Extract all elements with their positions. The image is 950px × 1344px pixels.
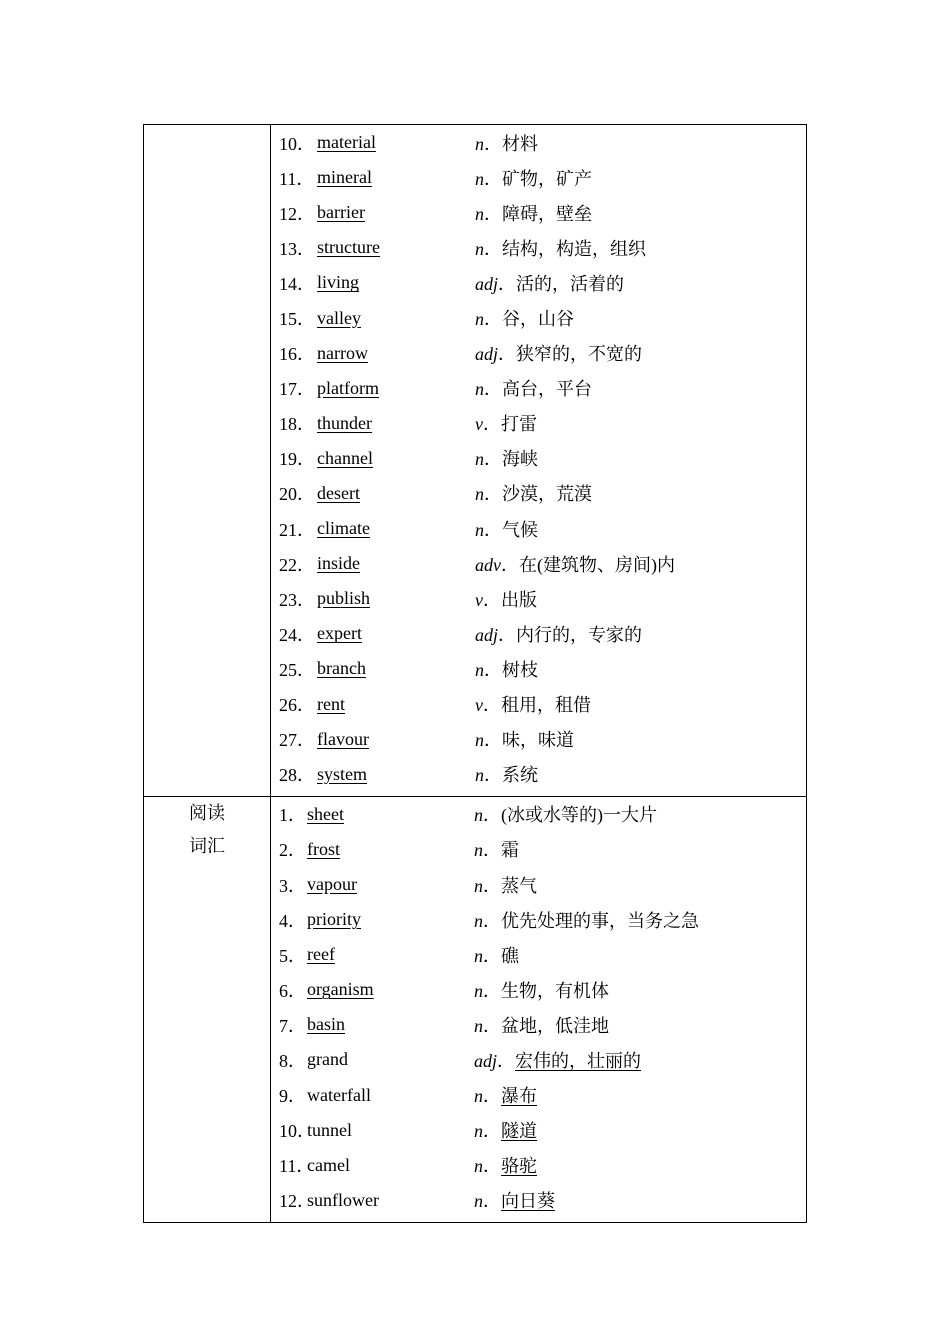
vocab-entry [271,937,806,972]
entry-word-cell [307,944,474,965]
entry-number: 23． [279,589,315,610]
entry-meaning: 骆驼 [501,1156,537,1177]
entry-definition [474,977,609,1003]
entry-number: 9． [279,1086,306,1107]
entry-word-cell [317,308,475,329]
part-of-speech: n [475,519,484,540]
entry-word-cell [307,1049,474,1070]
entry-meaning: 盆地，低洼地 [501,1015,609,1036]
part-of-speech: n [475,309,484,330]
pos-separator: ． [484,203,502,224]
part-of-speech: adj [475,624,499,645]
entry-definition [475,726,574,752]
entry-meaning: 谷，山谷 [502,309,574,330]
vocab-entry [271,1007,806,1042]
entry-number: 4． [279,910,306,931]
entry-word: tunnel [307,1119,352,1140]
entry-word-cell [307,1014,474,1035]
pos-separator: ． [483,1191,501,1212]
pos-separator: ． [484,309,502,330]
entry-meaning: 树枝 [502,659,538,680]
entry-word: mineral [317,167,372,188]
entry-definition [474,1047,641,1073]
part-of-speech: n [474,1015,483,1036]
entry-word: inside [317,553,360,574]
entry-definition [474,1082,537,1108]
entry-number: 18． [279,414,315,435]
vocabulary-table [143,124,807,1223]
entry-number: 12． [279,203,315,224]
entry-definition [475,551,675,577]
entry-meaning: 租用，租借 [501,695,591,716]
word-list [271,797,806,1222]
vocab-entry [271,722,806,757]
pos-separator: ． [483,805,501,826]
entry-word-cell [317,553,475,574]
entry-word: platform [317,377,379,398]
part-of-speech: v [475,589,483,610]
entry-word-cell [317,729,475,750]
part-of-speech: n [474,980,483,1001]
entry-word: thunder [317,412,372,433]
entry-meaning: 系统 [502,765,538,786]
entry-number: 21． [279,519,315,540]
entry-number: 8． [279,1050,306,1071]
entry-word: living [317,272,360,293]
entry-definition [475,375,592,401]
vocab-entry [271,265,806,300]
part-of-speech: n [474,1191,483,1212]
entry-word: frost [307,838,340,859]
entry-definition [474,907,699,933]
part-of-speech: adv [475,554,501,575]
part-of-speech: n [475,484,484,505]
vocab-entry [271,1113,806,1148]
vocab-entry [271,546,806,581]
category-cell [144,796,271,1222]
entry-number: 12． [279,1191,315,1212]
pos-separator: ． [484,730,502,751]
pos-separator: ． [483,840,501,861]
entry-definition [474,1152,537,1178]
pos-separator: ． [501,554,519,575]
vocab-entry [271,797,806,832]
entry-meaning: 结构，构造，组织 [502,238,646,259]
entry-meaning: 蒸气 [501,875,537,896]
entry-definition [475,235,646,261]
category-label: 阅读 [189,802,225,823]
entry-definition [475,480,592,506]
entry-definition [475,586,537,612]
pos-separator: ． [483,945,501,966]
entry-word: climate [317,518,370,539]
entry-word: structure [317,237,380,258]
entry-number: 17． [279,379,315,400]
entry-word: valley [317,307,361,328]
entry-number: 1． [279,805,306,826]
entry-meaning: 矿物，矿产 [502,168,592,189]
part-of-speech: n [474,875,483,896]
entry-word: camel [307,1154,350,1175]
entry-number: 6． [279,980,306,1001]
vocab-entry [271,160,806,195]
entry-number: 5． [279,945,306,966]
vocab-entry [271,336,806,371]
entry-number: 26． [279,695,315,716]
entry-number: 20． [279,484,315,505]
entry-word-cell [317,658,475,679]
entry-word: desert [317,482,360,503]
part-of-speech: n [474,840,483,861]
entry-meaning: 内行的，专家的 [516,624,643,645]
vocab-entry [271,902,806,937]
part-of-speech: adj [475,273,499,294]
entry-word: system [317,763,368,784]
entry-word: vapour [307,874,357,895]
entry-word-cell [307,979,474,1000]
entry-number: 25． [279,659,315,680]
entry-definition [475,410,537,436]
part-of-speech: n [474,805,483,826]
vocab-entry [271,972,806,1007]
entry-meaning: 活的，活着的 [516,273,625,294]
part-of-speech: adj [475,344,499,365]
pos-separator: ． [483,1156,501,1177]
entry-definition [474,942,519,968]
vocab-entry [271,195,806,230]
entry-word-cell [317,167,475,188]
part-of-speech: n [474,910,483,931]
entry-definition [475,305,574,331]
pos-separator: ． [483,1015,501,1036]
vocab-entry [271,616,806,651]
table-row [144,125,807,797]
pos-separator: ． [483,589,501,610]
vocab-entry [271,1183,806,1218]
vocab-entry [271,581,806,616]
vocab-entry [271,125,806,160]
entry-definition [474,836,519,862]
entry-meaning: 礁 [501,945,519,966]
vocab-entry [271,651,806,686]
entry-word-cell [307,1120,474,1141]
entry-meaning: 气候 [502,519,538,540]
vocab-entry [271,406,806,441]
part-of-speech: n [475,203,484,224]
entry-definition [475,165,592,191]
entry-meaning: 味，味道 [502,730,574,751]
entry-meaning: 隧道 [501,1121,537,1142]
entry-number: 7． [279,1015,306,1036]
category-label: 词汇 [189,835,225,856]
entry-definition [475,516,538,542]
entry-meaning: 向日葵 [501,1191,555,1212]
entry-word-cell [317,623,475,644]
entry-word: publish [317,588,371,609]
vocab-entry [271,687,806,722]
vocab-entry [271,1078,806,1113]
entry-meaning: 瀑布 [501,1086,537,1107]
entry-number: 15． [279,309,315,330]
entry-number: 11． [279,1156,315,1177]
part-of-speech: n [474,1086,483,1107]
entry-definition [475,621,642,647]
entry-word-cell [317,202,475,223]
pos-separator: ． [498,344,517,365]
entry-word: sheet [307,803,344,824]
vocab-entry [271,476,806,511]
entry-word: sunflower [307,1189,379,1210]
part-of-speech: v [475,414,483,435]
entry-meaning: 霜 [501,840,519,861]
entry-definition [475,691,591,717]
entry-number: 22． [279,554,315,575]
entry-number: 28． [279,765,315,786]
pos-separator: ． [483,980,501,1001]
entry-word-cell [317,413,475,434]
part-of-speech: n [474,1121,483,1142]
vocab-entry [271,832,806,867]
entry-word: waterfall [307,1084,371,1105]
entry-word-cell [307,804,474,825]
entry-meaning: 沙漠，荒漠 [502,484,592,505]
entry-meaning: 海峡 [502,449,538,470]
entry-number: 19． [279,449,315,470]
entry-meaning: 狭窄的，不宽的 [516,344,643,365]
pos-separator: ． [483,695,501,716]
entry-definition [474,1187,555,1213]
entry-word: narrow [317,342,368,363]
part-of-speech: n [474,1156,483,1177]
vocab-entry [271,371,806,406]
entry-number: 27． [279,730,315,751]
part-of-speech: v [475,695,483,716]
entry-word-cell [317,272,475,293]
pos-separator: ． [484,379,502,400]
part-of-speech: n [475,379,484,400]
part-of-speech: n [475,659,484,680]
pos-separator: ． [497,1050,516,1071]
part-of-speech: n [474,945,483,966]
entry-definition [475,445,538,471]
entry-number: 14． [279,273,315,294]
pos-separator: ． [484,449,502,470]
entry-number: 16． [279,344,315,365]
items-cell [271,796,807,1222]
entry-word: grand [307,1049,348,1070]
entry-definition [475,270,624,296]
items-cell [271,125,807,797]
pos-separator: ． [484,238,502,259]
entry-word: expert [317,623,362,644]
vocab-entry [271,511,806,546]
entry-word-cell [317,764,475,785]
entry-word-cell [317,694,475,715]
pos-separator: ． [498,624,517,645]
category-cell [144,125,271,797]
entry-meaning: 宏伟的，壮丽的 [515,1050,642,1071]
pos-separator: ． [484,765,502,786]
entry-word-cell [307,1155,474,1176]
entry-definition [475,761,538,787]
entry-word-cell [307,839,474,860]
entry-number: 3． [279,875,306,896]
entry-definition [474,872,537,898]
entry-word-cell [317,588,475,609]
entry-definition [475,656,538,682]
entry-number: 2． [279,840,306,861]
entry-meaning: (冰或水等的)一大片 [501,805,657,826]
entry-word: rent [317,693,345,714]
part-of-speech: n [475,133,484,154]
vocab-entry [271,230,806,265]
part-of-speech: n [475,168,484,189]
entry-word: reef [307,944,335,965]
entry-number: 11． [279,168,315,189]
entry-word: organism [307,979,374,1000]
pos-separator: ． [483,1086,501,1107]
part-of-speech: n [475,449,484,470]
pos-separator: ． [484,659,502,680]
pos-separator: ． [498,273,517,294]
entry-meaning: 优先处理的事，当务之急 [501,910,699,931]
entry-definition [475,130,538,156]
entry-word-cell [317,378,475,399]
entry-word-cell [317,448,475,469]
entry-meaning: 高台，平台 [502,379,592,400]
entry-word-cell [317,343,475,364]
vocab-entry [271,1148,806,1183]
pos-separator: ． [483,414,501,435]
pos-separator: ． [483,875,501,896]
entry-definition [474,1012,609,1038]
entry-word-cell [317,132,475,153]
table-row [144,796,807,1222]
vocab-entry [271,867,806,902]
entry-definition [475,340,642,366]
entry-meaning: 生物，有机体 [501,980,609,1001]
vocab-entry [271,757,806,792]
entry-word: flavour [317,728,369,749]
entry-word: branch [317,658,366,679]
entry-meaning: 打雷 [501,414,537,435]
entry-definition [474,1117,537,1143]
vocab-entry [271,300,806,335]
pos-separator: ． [484,484,502,505]
entry-meaning: 障碍，壁垒 [502,203,592,224]
entry-meaning: 出版 [501,589,537,610]
entry-word-cell [317,483,475,504]
pos-separator: ． [483,910,501,931]
entry-word-cell [307,909,474,930]
entry-word-cell [307,1190,474,1211]
entry-word-cell [317,237,475,258]
entry-word-cell [307,874,474,895]
pos-separator: ． [484,133,502,154]
pos-separator: ． [483,1121,501,1142]
entry-word: barrier [317,202,365,223]
entry-meaning: 材料 [502,133,538,154]
entry-word: material [317,132,376,153]
part-of-speech: n [475,730,484,751]
part-of-speech: adj [474,1050,498,1071]
pos-separator: ． [484,168,502,189]
entry-word: priority [307,909,361,930]
word-list [271,125,806,796]
entry-number: 24． [279,624,315,645]
entry-word: basin [307,1014,345,1035]
entry-word: channel [317,447,373,468]
entry-word-cell [307,1085,474,1106]
entry-number: 10． [279,1121,315,1142]
entry-number: 10． [279,133,315,154]
entry-word-cell [317,518,475,539]
vocab-entry [271,1042,806,1077]
pos-separator: ． [484,519,502,540]
part-of-speech: n [475,765,484,786]
entry-meaning: 在(建筑物、房间)内 [519,554,675,575]
entry-number: 13． [279,238,315,259]
vocab-entry [271,441,806,476]
entry-definition [474,801,657,827]
part-of-speech: n [475,238,484,259]
entry-definition [475,200,592,226]
